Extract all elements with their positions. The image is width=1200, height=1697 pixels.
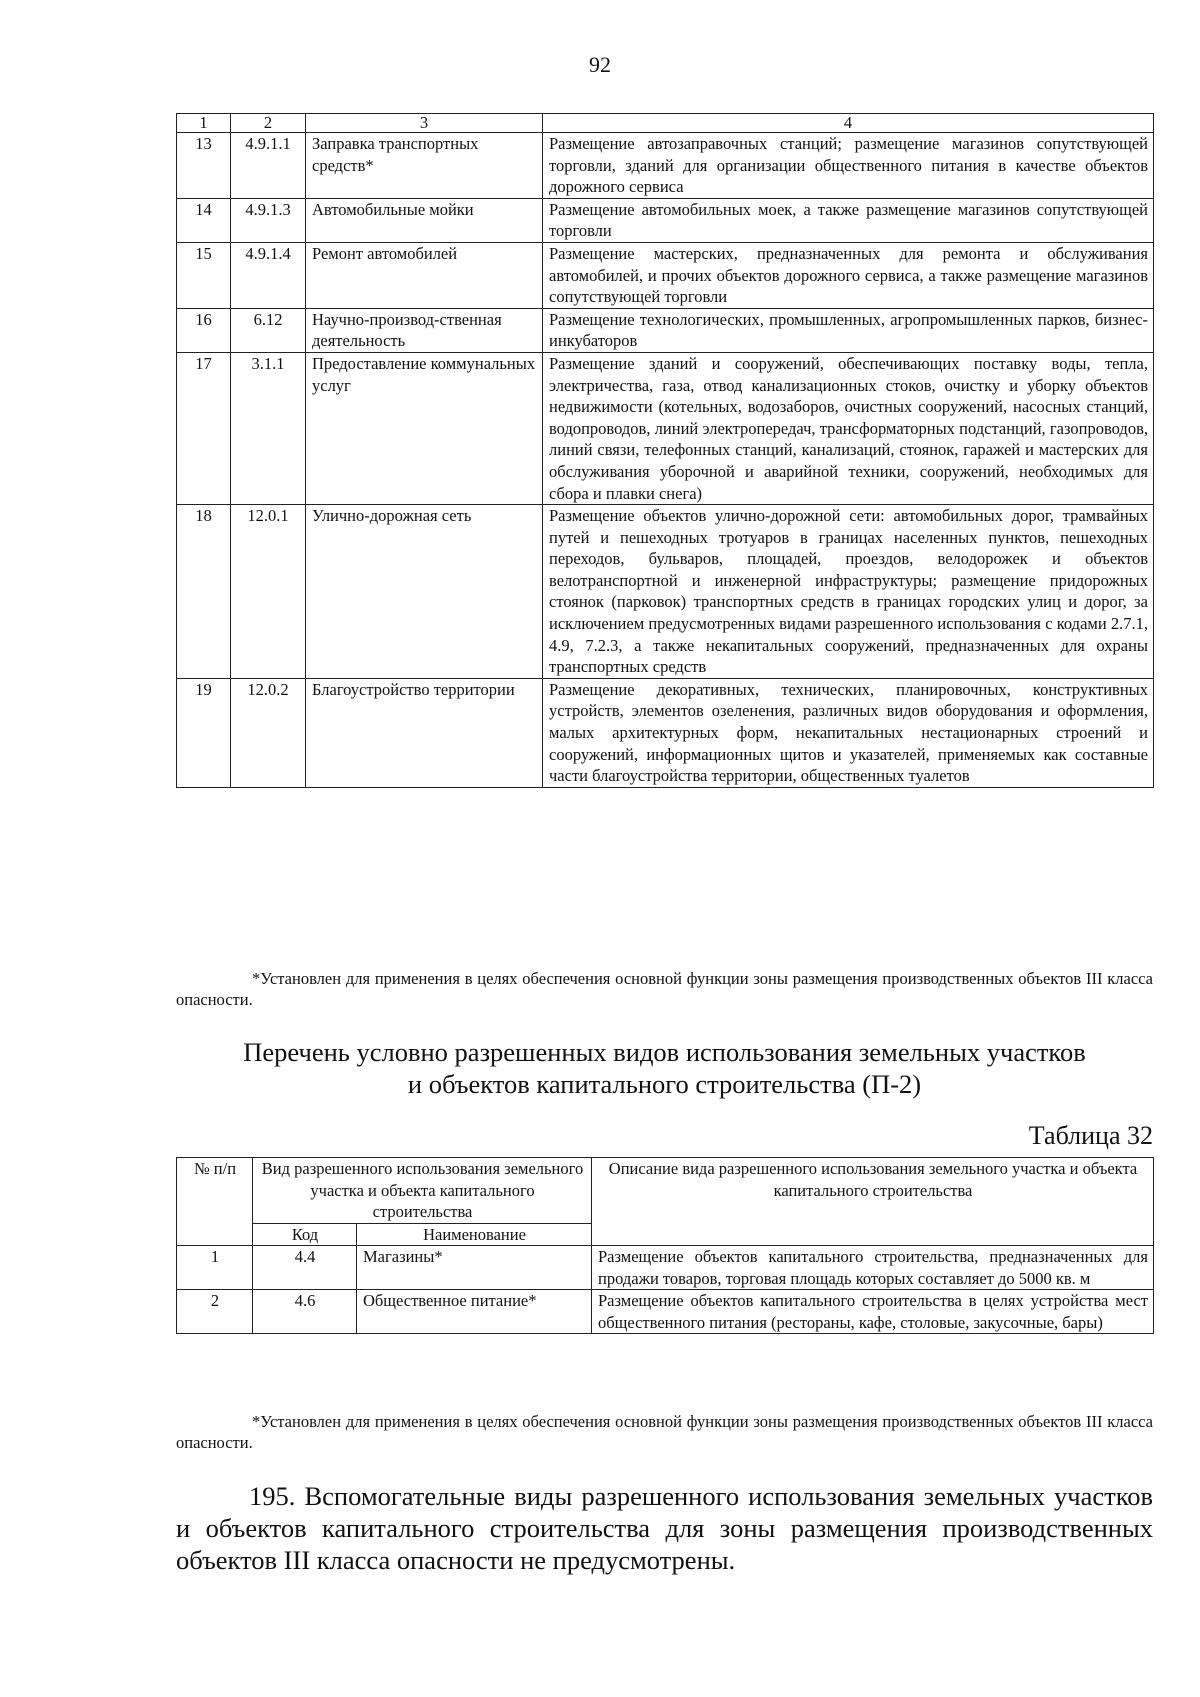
row-number: 13 [177, 133, 231, 199]
body-paragraph: 195. Вспомогательные виды разрешенного использования земельных участков и объектов капитального строительства для зоны размещения производственных объектов III класса опасности не предусмотрены. [176, 1481, 1153, 1575]
use-code: 3.1.1 [231, 352, 306, 504]
row-number: 19 [177, 678, 231, 787]
page-number: 92 [589, 52, 611, 77]
row-number: 18 [177, 505, 231, 679]
row-number: 15 [177, 242, 231, 308]
use-name: Предоставление коммунальных услуг [306, 352, 543, 504]
table-row [177, 505, 1154, 679]
land-use-table-continued [176, 113, 1154, 788]
use-description: Размещение зданий и сооружений, обеспечивающих поставку воды, тепла, электричества, газа, отвод канализационных стоков, очистку и уборку объектов недвижимости (котельных, водозаборов, очистных сооружений, насосных станций, водопроводов, линий электропередач, трансформаторных подстанций, газопроводов, линий связи, телефонных станций, канализаций, стоянок, гаражей и мастерских для обслуживания уборочной и аварийной техники, сооружений, необходимых для сбора и плавки снега) [543, 352, 1154, 504]
use-description: Размещение технологических, промышленных, агропромышленных парков, бизнес-инкубаторов [543, 308, 1154, 352]
header-use-type: Вид разрешенного использования земельного участка и объекта капитального строительства [253, 1158, 592, 1224]
column-number-2: 2 [231, 114, 306, 133]
use-description: Размещение автозаправочных станций; размещение магазинов сопутствующей торговли, зданий для организации общественного питания в качестве объектов дорожного сервиса [543, 133, 1154, 199]
column-number-3: 3 [306, 114, 543, 133]
use-name: Автомобильные мойки [306, 198, 543, 242]
table-header-row [177, 1158, 1154, 1224]
use-code: 4.4 [253, 1246, 357, 1290]
column-number-1: 1 [177, 114, 231, 133]
use-description: Размещение объектов улично-дорожной сети: автомобильных дорог, трамвайных путей и пешеходных тротуаров в границах населенных пунктов, пешеходных переходов, бульваров, площадей, проездов, велодорожек и объектов велотранспортной и инженерной инфраструктуры; размещение придорожных стоянок (парковок) транспортных средств в границах городских улиц и дорог, за исключением предусмотренных видами разрешенного использования с кодами 2.7.1, 4.9, 7.2.3, а также некапитальных сооружений, предназначенных для охраны транспортных средств [543, 505, 1154, 679]
table-row [177, 198, 1154, 242]
header-name: Наименование [357, 1223, 592, 1246]
use-code: 12.0.2 [231, 678, 306, 787]
use-code: 12.0.1 [231, 505, 306, 679]
use-description: Размещение мастерских, предназначенных для ремонта и обслуживания автомобилей, и прочих объектов дорожного сервиса, а также размещение магазинов сопутствующей торговли [543, 242, 1154, 308]
table-row [177, 352, 1154, 504]
heading-line: и объектов капитального строительства (П-2) [407, 1069, 922, 1099]
use-name: Научно-производ-ственная деятельность [306, 308, 543, 352]
use-name: Магазины* [357, 1246, 592, 1290]
header-number: № п/п [177, 1158, 253, 1246]
row-number: 2 [177, 1290, 253, 1334]
use-description: Размещение объектов капитального строительства, предназначенных для продажи товаров, торговая площадь которых составляет до 5000 кв. м [592, 1246, 1154, 1290]
row-number: 16 [177, 308, 231, 352]
use-code: 4.9.1.3 [231, 198, 306, 242]
table-row [177, 308, 1154, 352]
use-name: Улично-дорожная сеть [306, 505, 543, 679]
heading-line: Перечень условно разрешенных видов использования земельных участков [243, 1037, 1086, 1067]
use-name: Ремонт автомобилей [306, 242, 543, 308]
conditional-use-table [176, 1157, 1154, 1334]
use-name: Благоустройство территории [306, 678, 543, 787]
use-code: 4.9.1.1 [231, 133, 306, 199]
use-code: 4.6 [253, 1290, 357, 1334]
table-row [177, 133, 1154, 199]
use-code: 4.9.1.4 [231, 242, 306, 308]
use-name: Общественное питание* [357, 1290, 592, 1334]
table-row [177, 678, 1154, 787]
use-description: Размещение автомобильных моек, а также размещение магазинов сопутствующей торговли [543, 198, 1154, 242]
use-description: Размещение декоративных, технических, планировочных, конструктивных устройств, элементов озеленения, различных видов оборудования и оформления, малых архитектурных форм, некапитальных нестационарных строений и сооружений, информационных щитов и указателей, применяемых как составные части благоустройства территории, общественных туалетов [543, 678, 1154, 787]
use-name: Заправка транспортных средств* [306, 133, 543, 199]
footnote: *Установлен для применения в целях обеспечения основной функции зоны размещения производственных объектов III класса опасности. [176, 969, 1153, 1009]
row-number: 1 [177, 1246, 253, 1290]
section-heading [176, 1036, 1153, 1100]
header-description: Описание вида разрешенного использования земельного участка и объекта капитального строительства [592, 1158, 1154, 1246]
footnote: *Установлен для применения в целях обеспечения основной функции зоны размещения производственных объектов III класса опасности. [176, 1412, 1153, 1452]
table-row [177, 1290, 1154, 1334]
header-code: Код [253, 1223, 357, 1246]
use-description: Размещение объектов капитального строительства в целях устройства мест общественного питания (рестораны, кафе, столовые, закусочные, бары) [592, 1290, 1154, 1334]
row-number: 17 [177, 352, 231, 504]
table-caption: Таблица 32 [1028, 1121, 1153, 1150]
table-header-row [177, 114, 1154, 133]
table-row [177, 242, 1154, 308]
use-code: 6.12 [231, 308, 306, 352]
table-row [177, 1246, 1154, 1290]
column-number-4: 4 [543, 114, 1154, 133]
row-number: 14 [177, 198, 231, 242]
